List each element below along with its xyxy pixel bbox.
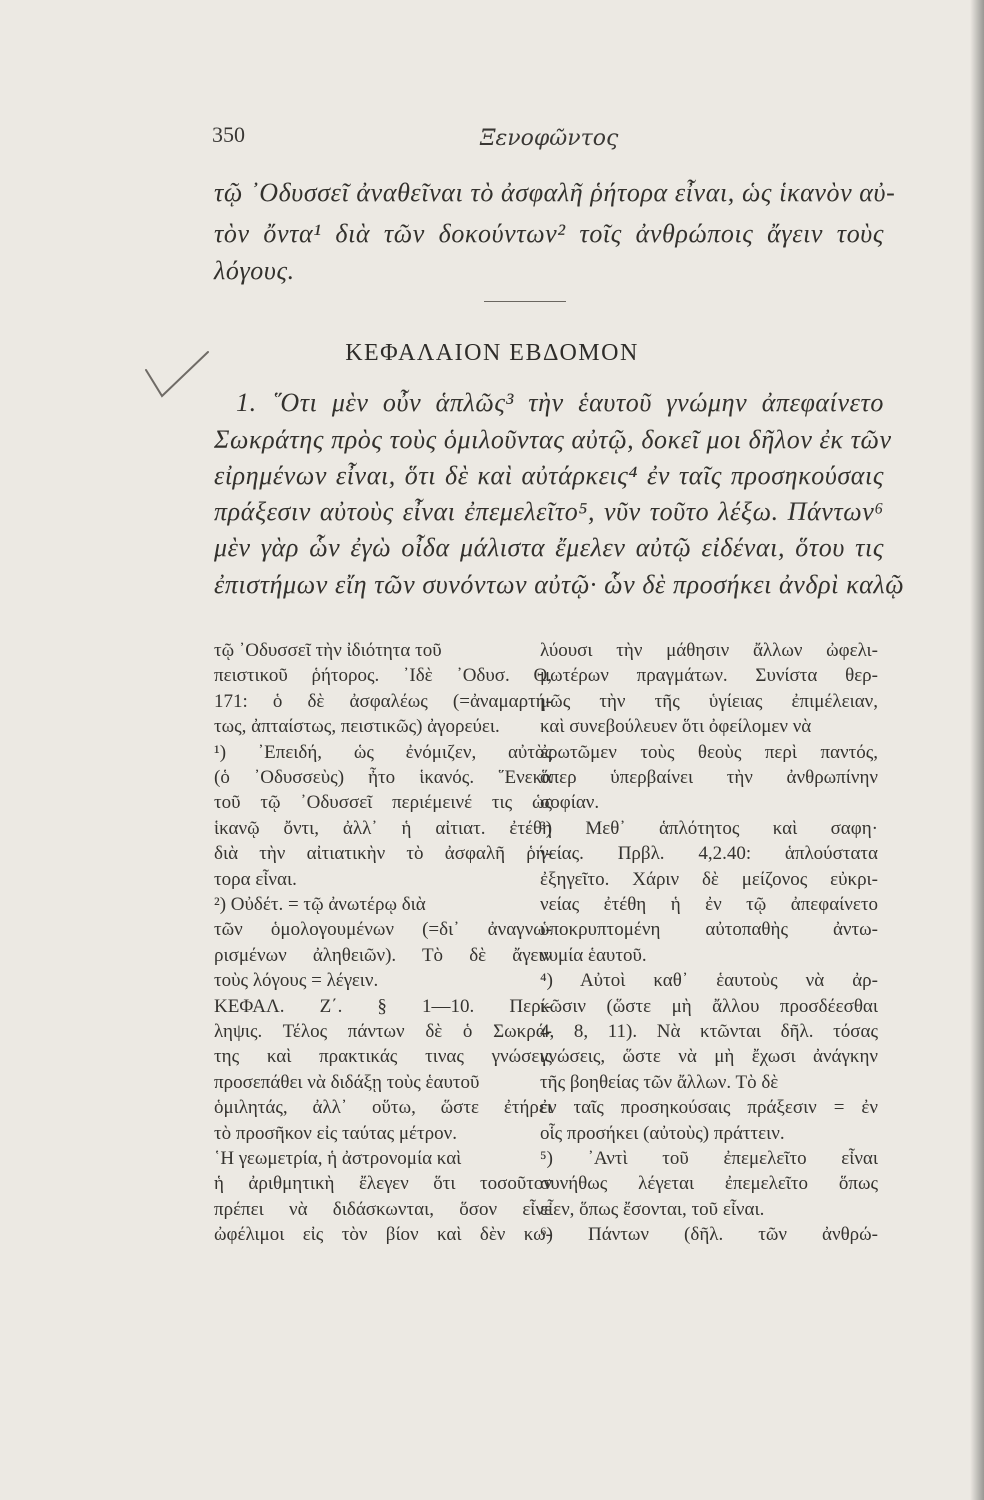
note-line: ⁶) Πάντων (δῆλ. τῶν ἀνθρώ-	[540, 1224, 878, 1246]
page-number: 350	[212, 122, 245, 147]
chapter-text-line: πράξεσιν αὐτοὺς εἶναι ἐπεμελεῖτο⁵, νῦν τοῦτο λέξω. Πάντων⁶	[214, 497, 884, 526]
note-line: τῆς βοηθείας τῶν ἄλλων. Τὸ δὲ	[540, 1071, 779, 1093]
note-line: συνήθως λέγεται ἐπεμελεῖτο ὅπως	[540, 1173, 878, 1195]
handwritten-check-mark	[144, 350, 214, 402]
note-line: ὁμιλητάς, ἀλλ᾿ οὕτω, ὥστε ἐτήρει	[214, 1097, 552, 1119]
page-edge-shadow	[970, 0, 984, 1500]
main-text-line: λόγους.	[214, 256, 295, 285]
note-line: καὶ συνεβούλευεν ὅτι ὀφείλομεν νὰ	[540, 716, 812, 738]
note-line: ¹) ᾿Επειδή, ὡς ἐνόμιζεν, αὐτὸς	[214, 741, 552, 763]
note-line: τως, ἀπταίστως, πειστικῶς) ἀγορεύει.	[214, 716, 500, 738]
note-line: πειστικοῦ ῥήτορος. ᾿Ιδὲ ᾿Οδυσ. Θ,	[214, 665, 552, 687]
note-line: μῶς τὴν τῆς ὑγίειας ἐπιμέλειαν,	[540, 690, 878, 712]
note-line: ρισμένων ἀληθειῶν). Τὸ δὲ ἄγειν	[214, 944, 552, 966]
main-text-line: τῷ ᾿Οδυσσεῖ ἀναθεῖναι τὸ ἀσφαλῆ ῥήτορα εἶναι, ὡς ἱκανὸν αὐ-	[214, 178, 896, 207]
note-line: 4, 8, 11). Νὰ κτῶνται δῆλ. τόσας	[540, 1021, 878, 1042]
note-line: της καὶ πρακτικάς τινας γνώσεις	[214, 1046, 552, 1068]
note-line: ⁴) Αὐτοὶ καθ᾿ ἑαυτοὺς νὰ ἀρ-	[540, 970, 878, 992]
note-line: λύουσι τὴν μάθησιν ἄλλων ὠφελι-	[540, 640, 878, 661]
note-line: ὠφέλιμοι εἰς τὸν βίον καὶ δὲν κω-	[214, 1224, 552, 1246]
chapter-text-line: Σωκράτης πρὸς τοὺς ὁμιλοῦντας αὐτῷ, δοκεῖ μοι δῆλον ἐκ τῶν	[214, 425, 892, 454]
note-line: ἐρωτῶμεν τοὺς θεοὺς περὶ παντός,	[540, 741, 878, 763]
chapter-text-line: ἐπιστήμων εἴη τῶν συνόντων αὐτῷ· ὧν δὲ προσήκει ἀνδρὶ καλῷ	[214, 570, 905, 599]
note-line: μωτέρων πραγμάτων. Συνίστα θερ-	[540, 665, 878, 687]
note-line: οἷς προσήκει (αὐτοὺς) πράττειν.	[540, 1122, 785, 1144]
note-line: ἡ ἀριθμητικὴ ἔλεγεν ὅτι τοσοῦτον	[214, 1173, 552, 1195]
chapter-text-line: εἰρημένων εἶναι, ὅτι δὲ καὶ αὐτάρκεις⁴ ἐν ταῖς προσηκούσαις	[214, 461, 884, 490]
note-line: κῶσιν (ὥστε μὴ ἄλλου προσδέεσθαι	[540, 995, 878, 1017]
section-divider	[484, 301, 566, 302]
note-line: ΚΕΦΑΛ. Ζ΄. § 1—10. Περί-	[214, 995, 552, 1017]
note-line: τοὺς λόγους = λέγειν.	[214, 970, 379, 992]
note-line: ²) Οὐδέτ. = τῷ ἀνωτέρῳ διὰ	[214, 894, 426, 915]
chapter-text-line: 1. ῞Οτι μὲν οὖν ἁπλῶς³ τὴν ἑαυτοῦ γνώμην ἀπεφαίνετο	[236, 388, 884, 417]
note-line: ὑποκρυπτομένη αὐτοπαθὴς ἀντω-	[540, 919, 878, 941]
note-line: διὰ τὴν αἰτιατικὴν τὸ ἀσφαλῆ ῥή-	[214, 843, 552, 865]
note-line: 171: ὁ δὲ ἀσφαλέως (=ἀναμαρτή-	[214, 690, 552, 712]
note-line: τὸ προσῆκον εἰς ταύτας μέτρον.	[214, 1122, 457, 1144]
note-line: τῷ ᾿Οδυσσεῖ τὴν ἰδιότητα τοῦ	[214, 640, 442, 661]
note-line: τῶν ὁμολογουμένων (=δι᾿ ἀναγνω-	[214, 919, 552, 941]
note-line: ἐξηγεῖτο. Χάριν δὲ μείζονος εὐκρι-	[540, 868, 878, 890]
note-line: νυμία ἑαυτοῦ.	[540, 944, 647, 966]
note-line: τοῦ τῷ ᾿Οδυσσεῖ περιέμεινέ τις ὡς	[214, 792, 552, 814]
chapter-text-line: μὲν γὰρ ὧν ἐγὼ οἶδα μάλιστα ἔμελεν αὐτῷ εἰδέναι, ὅτου τις	[214, 533, 884, 562]
note-line: σοφίαν.	[540, 792, 600, 814]
note-line: πρέπει νὰ διδάσκωνται, ὅσον εἶνε	[214, 1198, 552, 1220]
note-line: ὅπερ ὑπερβαίνει τὴν ἀνθρωπίνην	[540, 767, 878, 788]
note-line: ἱκανῷ ὄντι, ἀλλ᾿ ἡ αἰτιατ. ἐτέθη	[214, 817, 552, 839]
note-line: εἶεν, ὅπως ἔσονται, τοῦ εἶναι.	[540, 1198, 765, 1220]
note-line: νείας ἐτέθη ἡ ἐν τῷ ἀπεφαίνετο	[540, 894, 878, 915]
note-line: ⁵) ᾿Αντὶ τοῦ ἐπεμελεῖτο εἶναι	[540, 1148, 878, 1169]
note-line: ³) Μεθ᾿ ἁπλότητος καὶ σαφη·	[540, 817, 878, 839]
note-line: προσεπάθει νὰ διδάξῃ τοὺς ἑαυτοῦ	[214, 1071, 480, 1093]
note-line: ῾Η γεωμετρία, ἡ ἀστρονομία καὶ	[214, 1148, 462, 1169]
note-line: νείας. Πρβλ. 4,2.40: ἁπλούστατα	[540, 843, 878, 865]
note-line: γνώσεις, ὥστε νὰ μὴ ἔχωσι ἀνάγκην	[540, 1046, 878, 1068]
note-line: (ὁ ᾿Οδυσσεὺς) ἦτο ἱκανός. ῞Ενεκα	[214, 767, 552, 788]
note-line: ἐν ταῖς προσηκούσαις πράξεσιν = ἐν	[540, 1097, 878, 1119]
note-line: τορα εἶναι.	[214, 868, 297, 890]
main-text-line: τὸν ὄντα¹ διὰ τῶν δοκούντων² τοῖς ἀνθρώποις ἄγειν τοὺς	[214, 219, 884, 248]
chapter-title: ΚΕΦΑΛΑΙΟΝ ΕΒΔΟΜΟΝ	[345, 340, 639, 366]
note-line: ληψις. Τέλος πάντων δὲ ὁ Σωκρά-	[214, 1021, 552, 1042]
running-title: Ξενοφῶντος	[480, 126, 619, 151]
